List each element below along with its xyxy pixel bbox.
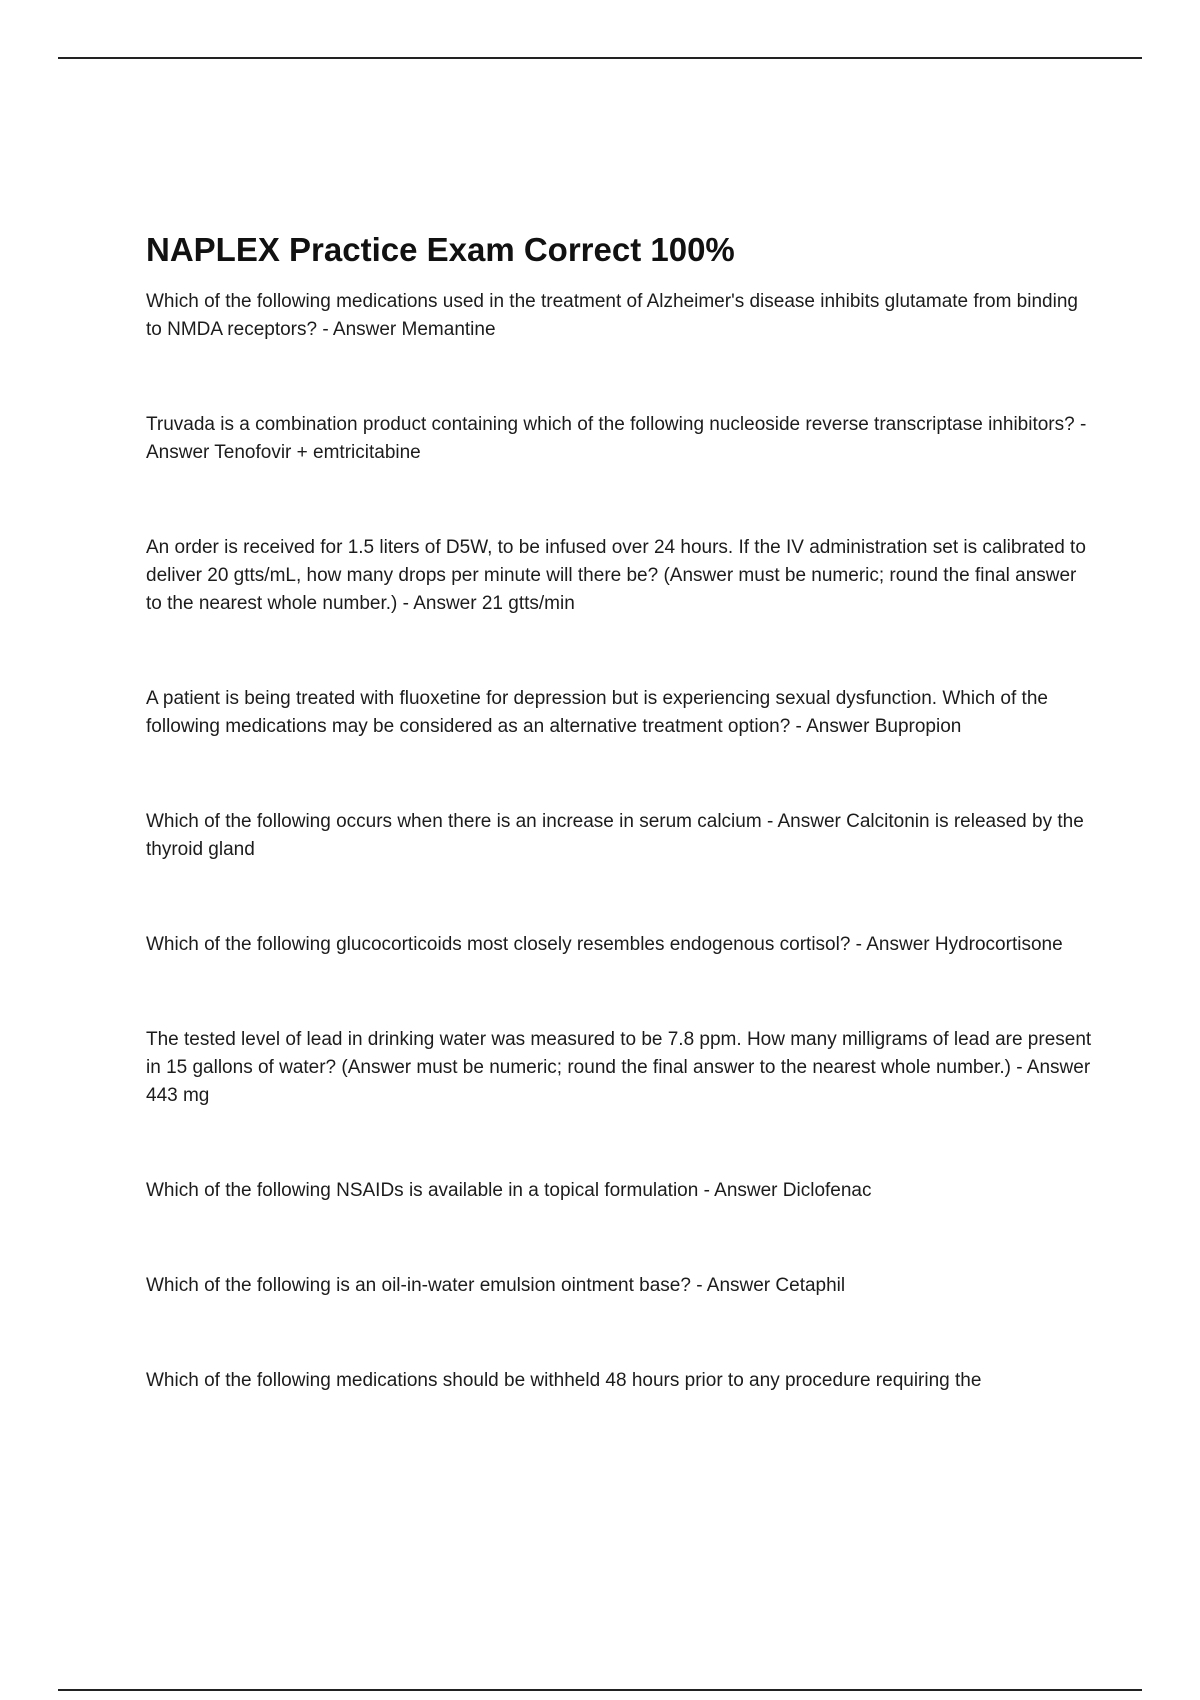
bottom-rule: [58, 1689, 1142, 1691]
top-rule: [58, 57, 1142, 59]
question-answer-item: A patient is being treated with fluoxetine for depression but is experiencing sexual dysfunction. Which of the following medications may be considered as an alternative treatment option? - Answer Bupropion: [146, 688, 1048, 737]
question-answer-item: An order is received for 1.5 liters of D5W, to be infused over 24 hours. If the IV administration set is calibrated to deliver 20 gtts/mL, how many drops per minute will there be? (Answer must be numeric; round the final answer to the nearest whole number.) - Answer 21 gtts/min: [146, 537, 1086, 614]
question-answer-item: Truvada is a combination product containing which of the following nucleoside reverse transcriptase inhibitors? - Answer Tenofovir + emtricitabine: [146, 414, 1087, 463]
question-answer-item: Which of the following occurs when there is an increase in serum calcium - Answer Calcitonin is released by the thyroid gland: [146, 811, 1084, 860]
question-answer-item: Which of the following glucocorticoids most closely resembles endogenous cortisol? - Answer Hydrocortisone: [146, 934, 1063, 955]
document-body: [146, 228, 1096, 1462]
question-answer-item: Which of the following medications used in the treatment of Alzheimer's disease inhibits glutamate from binding to NMDA receptors? - Answer Memantine: [146, 291, 1078, 340]
question-answer-item: Which of the following medications should be withheld 48 hours prior to any procedure requiring the: [146, 1370, 982, 1391]
question-answer-item: Which of the following NSAIDs is available in a topical formulation - Answer Diclofenac: [146, 1180, 872, 1201]
document-title: NAPLEX Practice Exam Correct 100%: [146, 231, 735, 268]
question-answer-item: Which of the following is an oil-in-water emulsion ointment base? - Answer Cetaphil: [146, 1275, 846, 1296]
question-answer-item: The tested level of lead in drinking water was measured to be 7.8 ppm. How many milligrams of lead are present in 15 gallons of water? (Answer must be numeric; round the final answer to the nearest whole number.) - Answer 443 mg: [146, 1029, 1092, 1106]
question-answer-list: [146, 288, 1096, 1395]
